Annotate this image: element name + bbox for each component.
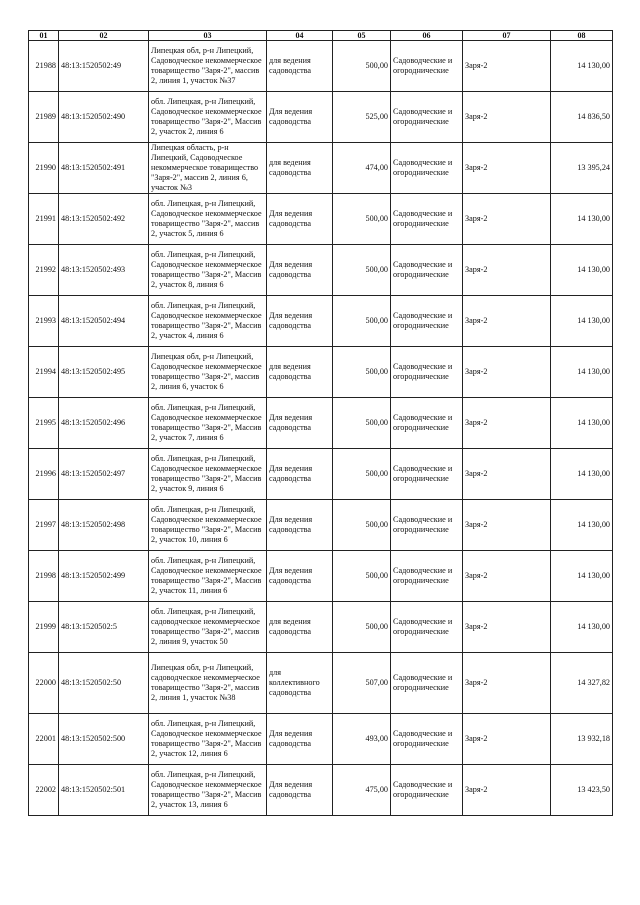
- address-cell: [149, 765, 267, 816]
- address-text: обл. Липецкая, р-н Липецкий, Садоводческое некоммерческое товарищество "Заря-2", Массив 2, участок 2, линия 6: [151, 97, 262, 136]
- address-text: Липецкая область, р-н Липецкий, Садоводческое некоммерческое товарищество "Заря-2", массив 2, линия 6, участок №3: [151, 143, 259, 192]
- location-zone-cell: Заря-2: [463, 398, 551, 449]
- table-row: [29, 92, 613, 143]
- address-cell: [149, 92, 267, 143]
- cadastral-value-cell: 14 130,00: [551, 347, 613, 398]
- col-header-08: 08: [551, 31, 613, 41]
- table-row: [29, 449, 613, 500]
- address-text: обл. Липецкая, р-н Липецкий, Садоводческое некоммерческое товарищество "Заря-2", Массив 2, участок 9, линия 6: [151, 454, 262, 493]
- cadastral-number-cell: 48:13:1520502:498: [59, 500, 149, 551]
- cadastral-value-cell: 14 130,00: [551, 296, 613, 347]
- address-cell: [149, 602, 267, 653]
- address-cell: [149, 296, 267, 347]
- row-number-cell: 21988: [29, 41, 59, 92]
- cadastral-value-cell: 14 327,82: [551, 653, 613, 714]
- col-header-04: 04: [267, 31, 333, 41]
- permitted-use-cell: Для ведения садоводства: [267, 714, 333, 765]
- col-header-02: 02: [59, 31, 149, 41]
- permitted-use-cell: Для ведения садоводства: [267, 765, 333, 816]
- col-header-01: 01: [29, 31, 59, 41]
- row-number-cell: 21992: [29, 245, 59, 296]
- row-number-cell: 22001: [29, 714, 59, 765]
- cadastral-number-cell: 48:13:1520502:497: [59, 449, 149, 500]
- address-text: Липецкая обл, р-н Липецкий, садоводческое некоммерческое товарищество "Заря-2", массив 2, линия 1, участок №38: [151, 663, 260, 702]
- location-zone-cell: Заря-2: [463, 714, 551, 765]
- area-cell: 525,00: [333, 92, 391, 143]
- area-cell: 500,00: [333, 398, 391, 449]
- table-row: [29, 245, 613, 296]
- row-number-cell: 21998: [29, 551, 59, 602]
- land-category-cell: Садоводческие и огороднические: [391, 245, 463, 296]
- table-row: [29, 143, 613, 194]
- row-number-cell: 21991: [29, 194, 59, 245]
- cadastral-value-cell: 14 130,00: [551, 398, 613, 449]
- land-category-cell: Садоводческие и огороднические: [391, 714, 463, 765]
- table-row: [29, 653, 613, 714]
- col-header-05: 05: [333, 31, 391, 41]
- location-zone-cell: Заря-2: [463, 143, 551, 194]
- location-zone-cell: Заря-2: [463, 41, 551, 92]
- location-zone-cell: Заря-2: [463, 602, 551, 653]
- cadastral-value-cell: 14 130,00: [551, 449, 613, 500]
- table-row: [29, 602, 613, 653]
- cadastral-value-cell: 14 130,00: [551, 602, 613, 653]
- area-cell: 475,00: [333, 765, 391, 816]
- permitted-use-cell: для ведения садоводства: [267, 41, 333, 92]
- address-text: Липецкая обл, р-н Липецкий, Садоводческое некоммерческое товарищество "Заря-2", массив 2, линия 6, участок 6: [151, 352, 262, 391]
- cadastral-number-cell: 48:13:1520502:492: [59, 194, 149, 245]
- location-zone-cell: Заря-2: [463, 92, 551, 143]
- permitted-use-cell: Для ведения садоводства: [267, 500, 333, 551]
- row-number-cell: 21990: [29, 143, 59, 194]
- land-category-cell: Садоводческие и огороднические: [391, 92, 463, 143]
- cadastral-number-cell: 48:13:1520502:494: [59, 296, 149, 347]
- area-cell: 500,00: [333, 500, 391, 551]
- header-row: [29, 31, 613, 41]
- document-page: [28, 30, 613, 816]
- cadastral-value-cell: 14 836,50: [551, 92, 613, 143]
- row-number-cell: 21994: [29, 347, 59, 398]
- land-category-cell: Садоводческие и огороднические: [391, 653, 463, 714]
- address-cell: [149, 41, 267, 92]
- cadastral-number-cell: 48:13:1520502:493: [59, 245, 149, 296]
- cadastral-value-cell: 13 423,50: [551, 765, 613, 816]
- row-number-cell: 21999: [29, 602, 59, 653]
- row-number-cell: 21995: [29, 398, 59, 449]
- land-category-cell: Садоводческие и огороднические: [391, 143, 463, 194]
- cadastral-value-cell: 14 130,00: [551, 500, 613, 551]
- table-row: [29, 296, 613, 347]
- address-cell: [149, 347, 267, 398]
- area-cell: 500,00: [333, 41, 391, 92]
- table-body: [29, 41, 613, 816]
- address-text: обл. Липецкая, р-н Липецкий, Садоводческое некоммерческое товарищество "Заря-2", Массив 2, участок 8, линия 6: [151, 250, 262, 289]
- permitted-use-cell: для ведения садоводства: [267, 143, 333, 194]
- permitted-use-cell: Для ведения садоводства: [267, 398, 333, 449]
- col-header-03: 03: [149, 31, 267, 41]
- row-number-cell: 22002: [29, 765, 59, 816]
- area-cell: 507,00: [333, 653, 391, 714]
- location-zone-cell: Заря-2: [463, 245, 551, 296]
- address-cell: [149, 245, 267, 296]
- land-category-cell: Садоводческие и огороднические: [391, 347, 463, 398]
- permitted-use-cell: для коллективного садоводства: [267, 653, 333, 714]
- location-zone-cell: Заря-2: [463, 194, 551, 245]
- address-text: обл. Липецкая, р-н Липецкий, Садоводческое некоммерческое товарищество "Заря-2", Массив 2, участок 12, линия 6: [151, 719, 262, 758]
- row-number-cell: 22000: [29, 653, 59, 714]
- address-cell: [149, 143, 267, 194]
- cadastral-number-cell: 48:13:1520502:50: [59, 653, 149, 714]
- cadastral-value-cell: 13 395,24: [551, 143, 613, 194]
- cadastral-number-cell: 48:13:1520502:495: [59, 347, 149, 398]
- cadastral-number-cell: 48:13:1520502:49: [59, 41, 149, 92]
- cadastral-value-cell: 14 130,00: [551, 245, 613, 296]
- address-text: обл. Липецкая, р-н Липецкий, Садоводческое некоммерческое товарищество "Заря-2", Массив 2, участок 10, линия 6: [151, 505, 262, 544]
- location-zone-cell: Заря-2: [463, 765, 551, 816]
- land-category-cell: Садоводческие и огороднические: [391, 765, 463, 816]
- location-zone-cell: Заря-2: [463, 347, 551, 398]
- address-cell: [149, 194, 267, 245]
- area-cell: 500,00: [333, 449, 391, 500]
- cadastral-value-table: [28, 30, 613, 816]
- cadastral-value-cell: 14 130,00: [551, 194, 613, 245]
- address-cell: [149, 398, 267, 449]
- permitted-use-cell: Для ведения садоводства: [267, 245, 333, 296]
- location-zone-cell: Заря-2: [463, 296, 551, 347]
- address-cell: [149, 653, 267, 714]
- permitted-use-cell: Для ведения садоводства: [267, 92, 333, 143]
- area-cell: 500,00: [333, 551, 391, 602]
- land-category-cell: Садоводческие и огороднические: [391, 296, 463, 347]
- address-cell: [149, 449, 267, 500]
- permitted-use-cell: Для ведения садоводства: [267, 296, 333, 347]
- address-text: обл. Липецкая, р-н Липецкий, Садоводческое некоммерческое товарищество "Заря-2", Массив 2, участок 13, линия 6: [151, 770, 262, 809]
- location-zone-cell: Заря-2: [463, 653, 551, 714]
- cadastral-number-cell: 48:13:1520502:5: [59, 602, 149, 653]
- land-category-cell: Садоводческие и огороднические: [391, 194, 463, 245]
- permitted-use-cell: для ведения садоводства: [267, 602, 333, 653]
- area-cell: 500,00: [333, 245, 391, 296]
- table-row: [29, 398, 613, 449]
- address-cell: [149, 714, 267, 765]
- address-text: обл. Липецкая, р-н Липецкий, садоводческое некоммерческое товарищество "Заря-2", массив 2, линия 9, участок 50: [151, 607, 260, 646]
- permitted-use-cell: Для ведения садоводства: [267, 449, 333, 500]
- row-number-cell: 21989: [29, 92, 59, 143]
- land-category-cell: Садоводческие и огороднические: [391, 41, 463, 92]
- col-header-06: 06: [391, 31, 463, 41]
- table-row: [29, 551, 613, 602]
- row-number-cell: 21996: [29, 449, 59, 500]
- cadastral-value-cell: 14 130,00: [551, 41, 613, 92]
- area-cell: 493,00: [333, 714, 391, 765]
- permitted-use-cell: для ведения садоводства: [267, 347, 333, 398]
- cadastral-number-cell: 48:13:1520502:500: [59, 714, 149, 765]
- address-cell: [149, 551, 267, 602]
- location-zone-cell: Заря-2: [463, 449, 551, 500]
- address-text: Липецкая обл, р-н Липецкий, Садоводческое некоммерческое товарищество "Заря-2", массив 2, линия 1, участок №37: [151, 46, 262, 85]
- land-category-cell: Садоводческие и огороднические: [391, 398, 463, 449]
- table-row: [29, 500, 613, 551]
- address-cell: [149, 500, 267, 551]
- table-row: [29, 347, 613, 398]
- table-row: [29, 714, 613, 765]
- area-cell: 500,00: [333, 296, 391, 347]
- land-category-cell: Садоводческие и огороднические: [391, 500, 463, 551]
- cadastral-number-cell: 48:13:1520502:491: [59, 143, 149, 194]
- address-text: обл. Липецкая, р-н Липецкий, Садоводческое некоммерческое товарищество "Заря-2", массив 2, участок 5, линия 6: [151, 199, 262, 238]
- address-text: обл. Липецкая, р-н Липецкий, Садоводческое некоммерческое товарищество "Заря-2", Массив 2, участок 4, линия 6: [151, 301, 262, 340]
- table-row: [29, 41, 613, 92]
- area-cell: 474,00: [333, 143, 391, 194]
- address-text: обл. Липецкая, р-н Липецкий, Садоводческое некоммерческое товарищество "Заря-2", Массив 2, участок 11, линия 6: [151, 556, 262, 595]
- location-zone-cell: Заря-2: [463, 551, 551, 602]
- table-row: [29, 765, 613, 816]
- row-number-cell: 21993: [29, 296, 59, 347]
- area-cell: 500,00: [333, 347, 391, 398]
- permitted-use-cell: Для ведения садоводства: [267, 551, 333, 602]
- cadastral-number-cell: 48:13:1520502:496: [59, 398, 149, 449]
- cadastral-value-cell: 14 130,00: [551, 551, 613, 602]
- cadastral-value-cell: 13 932,18: [551, 714, 613, 765]
- area-cell: 500,00: [333, 194, 391, 245]
- cadastral-number-cell: 48:13:1520502:490: [59, 92, 149, 143]
- col-header-07: 07: [463, 31, 551, 41]
- land-category-cell: Садоводческие и огороднические: [391, 602, 463, 653]
- land-category-cell: Садоводческие и огороднические: [391, 551, 463, 602]
- location-zone-cell: Заря-2: [463, 500, 551, 551]
- address-text: обл. Липецкая, р-н Липецкий, Садоводческое некоммерческое товарищество "Заря-2", Массив 2, участок 7, линия 6: [151, 403, 262, 442]
- permitted-use-cell: Для ведения садоводства: [267, 194, 333, 245]
- cadastral-number-cell: 48:13:1520502:499: [59, 551, 149, 602]
- land-category-cell: Садоводческие и огороднические: [391, 449, 463, 500]
- row-number-cell: 21997: [29, 500, 59, 551]
- table-row: [29, 194, 613, 245]
- cadastral-number-cell: 48:13:1520502:501: [59, 765, 149, 816]
- area-cell: 500,00: [333, 602, 391, 653]
